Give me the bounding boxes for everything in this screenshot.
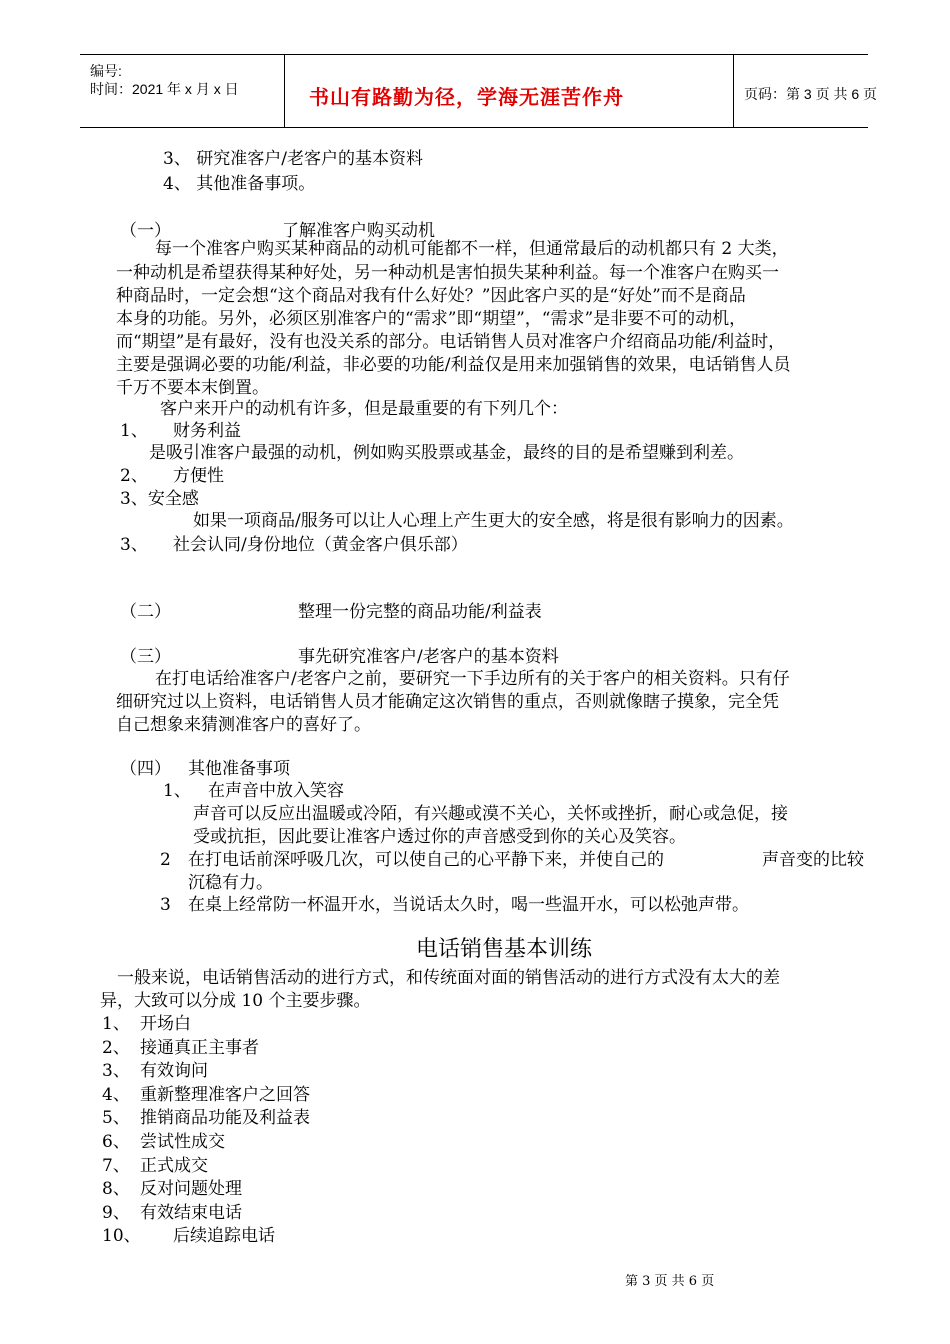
prep-item-2-text-cont: 沉稳有力。 [188,873,273,893]
step-number: 9、 [102,1203,130,1223]
section2-heading: 整理一份完整的商品功能/利益表 [298,602,542,622]
intro-item-3: 3、 研究准客户/老客户的基本资料 [163,149,423,169]
motive-4-number: 3、 [120,535,148,555]
motive-1-title: 财务利益 [173,421,241,441]
motive-1-desc: 是吸引准客户最强的动机，例如购买股票或基金，最终的目的是希望赚到利差。 [149,443,744,463]
document-number-label: 编号: [90,63,122,79]
section3-number: （三） [120,647,171,667]
motive-2-title: 方便性 [173,466,224,486]
section3-heading: 事先研究准客户/老客户的基本资料 [298,647,559,667]
prep-item-2-number: 2 [160,850,171,870]
section1-number: （一） [120,221,171,241]
motive-3-desc: 如果一项商品/服务可以让人心理上产生更大的安全感，将是很有影响力的因素。 [193,511,794,531]
step-number: 4、 [102,1085,130,1105]
header-motto-cell [284,55,734,127]
section1-para-line: 千万不要本末倒置。 [116,378,269,398]
section1-heading: 了解准客户购买动机 [282,221,435,241]
prep-item-2-text: 在打电话前深呼吸几次，可以使自己的心平静下来，并使自己的 [188,850,664,870]
motive-3-title: 3、安全感 [120,489,199,509]
motives-intro: 客户来开户的动机有许多，但是最重要的有下列几个： [160,399,568,419]
section1-para-line: 每一个准客户购买某种商品的动机可能都不一样，但通常最后的动机都只有 2 大类， [155,239,789,259]
step-number: 7、 [102,1156,130,1176]
section3-para-line: 在打电话给准客户/老客户之前，要研究一下手边所有的关于客户的相关资料。只有仔 [155,669,790,689]
section1-para-line: 主要是强调必要的功能/利益，非必要的功能/利益仅是用来加强销售的效果，电话销售人员 [116,355,791,375]
step-text: 后续追踪电话 [173,1226,275,1246]
step-number: 1、 [102,1014,130,1034]
header-motto: 书山有路勤为径，学海无涯苦作舟 [309,85,624,109]
step-text: 推销商品功能及利益表 [140,1108,310,1128]
step-text: 有效询问 [140,1061,208,1081]
page-footer: 第 3 页 共 6 页 [625,1274,715,1289]
step-text: 接通真正主事者 [140,1038,259,1058]
training-title: 电话销售基本训练 [416,937,593,962]
training-para-line: 异，大致可以分成 10 个主要步骤。 [100,991,371,1011]
motive-2-number: 2、 [120,466,148,486]
section1-para-line: 种商品时，一定会想“这个商品对我有什么好处？”因此客户买的是“好处”而不是商品 [116,286,746,306]
prep-item-3-number: 3 [160,895,171,915]
page-header [80,54,878,128]
prep-item-1-number: 1、 [163,781,191,801]
step-number: 8、 [102,1179,130,1199]
section3-para-line: 自己想象来猜测准客户的喜好了。 [116,715,371,735]
section1-para-line: 而“期望”是有最好，没有也没关系的部分。电话销售人员对准客户介绍商品功能/利益时， [116,332,786,352]
prep-item-3-text: 在桌上经常防一杯温开水，当说话太久时，喝一些温开水，可以松弛声带。 [188,895,749,915]
step-number: 2、 [102,1038,130,1058]
step-number: 6、 [102,1132,130,1152]
header-page-cell [732,55,878,127]
section1-para-line: 本身的功能。另外，必须区别准客户的“需求”即“期望”，“需求”是非要不可的动机， [116,309,747,329]
prep-item-1-desc: 受或抗拒，因此要让准客户透过你的声音感受到你的关心及笑容。 [193,827,686,847]
header-page-info: 页码：第 3 页 共 6 页 [744,86,878,102]
training-para-line: 一般来说，电话销售活动的进行方式，和传统面对面的销售活动的进行方式没有太大的差 [117,968,780,988]
step-text: 反对问题处理 [140,1179,242,1199]
step-number: 3、 [102,1061,130,1081]
motive-4-title: 社会认同/身份地位（黄金客户俱乐部） [173,535,468,555]
prep-item-2-text-end: 声音变的比较 [762,850,864,870]
step-number: 5、 [102,1108,130,1128]
step-number: 10、 [102,1226,141,1246]
prep-item-1-desc: 声音可以反应出温暖或冷陌，有兴趣或漠不关心，关怀或挫折，耐心或急促，接 [193,804,788,824]
motive-1-number: 1、 [120,421,148,441]
header-meta-cell [80,55,284,127]
intro-item-4: 4、 其他准备事项。 [163,174,316,194]
document-date: 时间：2021 年 x 月 x 日 [90,81,239,97]
prep-item-1-title: 在声音中放入笑容 [208,781,344,801]
section4-number: （四） [120,759,171,779]
step-text: 有效结束电话 [140,1203,242,1223]
section1-para-line: 一种动机是希望获得某种好处，另一种动机是害怕损失某种利益。每一个准客户在购买一 [116,263,779,283]
step-text: 正式成交 [140,1156,208,1176]
section2-number: （二） [120,602,171,622]
section4-heading: 其他准备事项 [188,759,290,779]
step-text: 重新整理准客户之回答 [140,1085,310,1105]
section3-para-line: 细研究过以上资料，电话销售人员才能确定这次销售的重点，否则就像瞎子摸象，完全凭 [116,692,779,712]
step-text: 尝试性成交 [140,1132,225,1152]
step-text: 开场白 [140,1014,191,1034]
